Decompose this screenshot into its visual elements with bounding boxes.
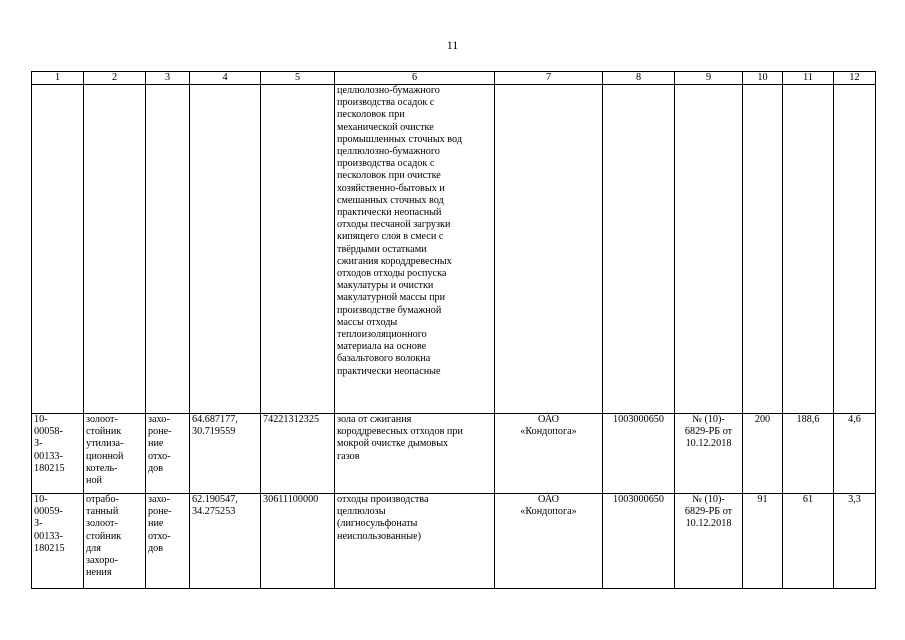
table-row [32, 494, 876, 589]
cell-permit: № (10)- 6829-РБ от 10.12.2018 [675, 414, 743, 494]
cell-purpose: захо- роне- ние отхо- дов [146, 494, 190, 589]
cell-value-10 [743, 85, 783, 414]
cell-coordinates: 62.190547, 34.275253 [190, 494, 261, 589]
cell-object-name: отрабо- танный золоот- стойник для захоро- нения [84, 494, 146, 589]
cell-operator: ОАО «Кондопога» [495, 414, 603, 494]
column-header-3: 3 [146, 72, 190, 85]
cell-object-number: 10- 00058- З- 00133- 180215 [32, 414, 84, 494]
cell-waste-types: целлюлозно-бумажного производства осадок с песколовок при механической очистке промышленных сточных вод целлюлозно-бумажного производства осадок с песколовок при очистке хозяйственно-бытовых и смешанных сточных вод практически неопасный отходы песчаной загрузки кипящего слоя в смеси с твёрдыми остатками сжигания короддревесных отходов отходы роспуска макулатуры и очистки макулатурной массы при производстве бумажной массы отходы теплоизоляционного материала на основе базальтового волокна практически неопасные [335, 85, 495, 414]
cell-oktmo [261, 85, 335, 414]
column-header-5: 5 [261, 72, 335, 85]
cell-inn: 1003000650 [603, 414, 675, 494]
column-header-10: 10 [743, 72, 783, 85]
cell-waste-types: зола от сжигания короддревесных отходов при мокрой очистке дымовых газов [335, 414, 495, 494]
column-header-9: 9 [675, 72, 743, 85]
cell-value-11: 188,6 [783, 414, 834, 494]
cell-oktmo: 74221312325 [261, 414, 335, 494]
column-header-6: 6 [335, 72, 495, 85]
waste-facility-registry-table [31, 71, 876, 589]
cell-value-12 [834, 85, 876, 414]
cell-purpose: захо- роне- ние отхо- дов [146, 414, 190, 494]
cell-waste-types: отходы производства целлюлозы (лигносульфонаты неиспользованные) [335, 494, 495, 589]
cell-operator [495, 85, 603, 414]
cell-value-12: 4,6 [834, 414, 876, 494]
cell-coordinates: 64.687177, 30.719559 [190, 414, 261, 494]
cell-object-name: золоот- стойник утилиза- ционной котель- ной [84, 414, 146, 494]
cell-object-number [32, 85, 84, 414]
column-header-4: 4 [190, 72, 261, 85]
cell-value-10: 91 [743, 494, 783, 589]
cell-value-11 [783, 85, 834, 414]
cell-operator: ОАО «Кондопога» [495, 494, 603, 589]
cell-value-11: 61 [783, 494, 834, 589]
column-header-2: 2 [84, 72, 146, 85]
table-row [32, 414, 876, 494]
table-row-continuation [32, 85, 876, 414]
column-header-11: 11 [783, 72, 834, 85]
cell-permit: № (10)- 6829-РБ от 10.12.2018 [675, 494, 743, 589]
cell-inn: 1003000650 [603, 494, 675, 589]
cell-object-name [84, 85, 146, 414]
page-number: 11 [446, 38, 459, 52]
cell-inn [603, 85, 675, 414]
cell-value-12: 3,3 [834, 494, 876, 589]
column-header-8: 8 [603, 72, 675, 85]
column-header-7: 7 [495, 72, 603, 85]
cell-coordinates [190, 85, 261, 414]
header-row [32, 72, 876, 85]
cell-object-number: 10- 00059- З- 00133- 180215 [32, 494, 84, 589]
cell-value-10: 200 [743, 414, 783, 494]
cell-purpose [146, 85, 190, 414]
cell-permit [675, 85, 743, 414]
cell-oktmo: 30611100000 [261, 494, 335, 589]
column-header-12: 12 [834, 72, 876, 85]
column-header-1: 1 [32, 72, 84, 85]
